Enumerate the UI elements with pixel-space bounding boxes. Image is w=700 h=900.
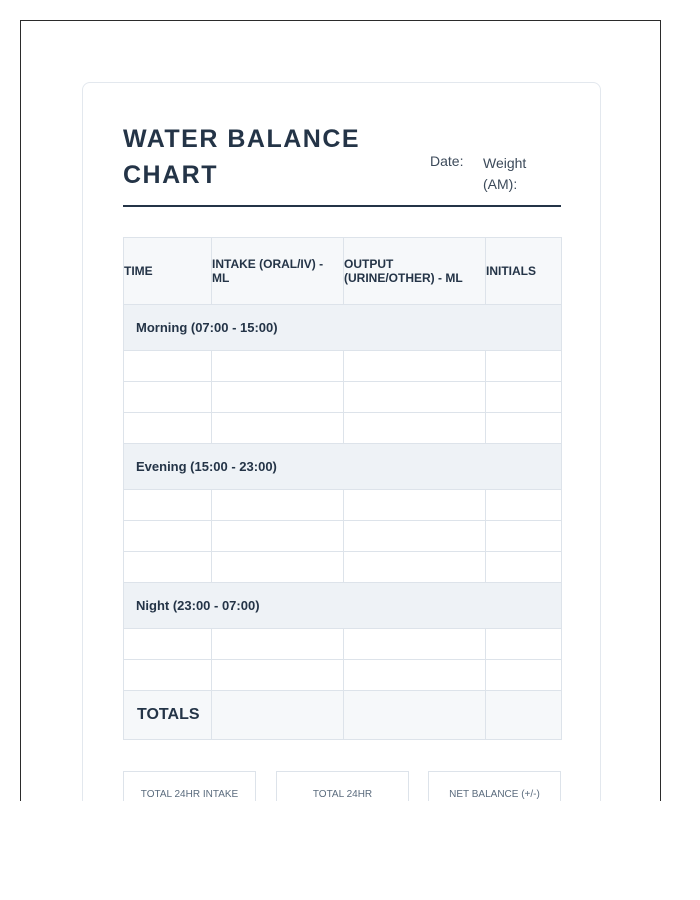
summary-box-net[interactable]	[428, 771, 561, 801]
table-cell[interactable]	[124, 552, 212, 583]
table-cell[interactable]	[124, 490, 212, 521]
table-cell[interactable]	[212, 490, 344, 521]
total-output-cell[interactable]	[344, 691, 486, 740]
summary-label-output: TOTAL 24HR	[312, 789, 373, 800]
table-row	[124, 382, 562, 413]
table-cell[interactable]	[212, 629, 344, 660]
table-cell[interactable]	[212, 660, 344, 691]
table-row	[124, 521, 562, 552]
table-cell[interactable]	[124, 521, 212, 552]
totals-row	[124, 691, 562, 740]
table-cell[interactable]	[212, 552, 344, 583]
table-row	[124, 552, 562, 583]
column-header-initials: INITIALS	[486, 238, 562, 305]
summary-box-intake[interactable]	[123, 771, 256, 801]
fluid-log-table	[123, 237, 562, 740]
totals-label: TOTALS	[124, 691, 212, 740]
table-cell[interactable]	[344, 521, 486, 552]
table-cell[interactable]	[486, 413, 562, 444]
table-cell[interactable]	[212, 382, 344, 413]
section-row-evening	[124, 444, 562, 490]
column-header-time: TIME	[124, 238, 212, 305]
chart-card	[82, 82, 601, 801]
total-intake-cell[interactable]	[212, 691, 344, 740]
table-cell[interactable]	[124, 660, 212, 691]
page-frame	[20, 20, 661, 801]
table-cell[interactable]	[212, 521, 344, 552]
table-cell[interactable]	[344, 552, 486, 583]
table-row	[124, 660, 562, 691]
page-bottom-margin	[0, 802, 700, 900]
column-header-intake: INTAKE (ORAL/IV) - ML	[212, 238, 344, 305]
table-cell[interactable]	[486, 629, 562, 660]
section-label-evening: Evening (15:00 - 23:00)	[124, 444, 562, 490]
table-cell[interactable]	[124, 382, 212, 413]
column-header-output: OUTPUT (URINE/OTHER) - ML	[344, 238, 486, 305]
table-cell[interactable]	[486, 351, 562, 382]
section-label-night: Night (23:00 - 07:00)	[124, 583, 562, 629]
header-divider	[123, 205, 561, 207]
section-label-morning: Morning (07:00 - 15:00)	[124, 305, 562, 351]
table-cell[interactable]	[486, 490, 562, 521]
table-header-row	[124, 238, 562, 305]
table-cell[interactable]	[486, 521, 562, 552]
summary-label-net: NET BALANCE (+/-)	[449, 789, 540, 800]
table-cell[interactable]	[212, 413, 344, 444]
page-title: WATER BALANCE CHART	[123, 125, 361, 189]
section-row-night	[124, 583, 562, 629]
section-row-morning	[124, 305, 562, 351]
weight-field-label: Weight (AM):	[483, 155, 527, 192]
table-cell[interactable]	[124, 413, 212, 444]
table-cell[interactable]	[486, 660, 562, 691]
table-cell[interactable]	[344, 660, 486, 691]
table-cell[interactable]	[486, 552, 562, 583]
table-row	[124, 490, 562, 521]
table-row	[124, 413, 562, 444]
table-row	[124, 629, 562, 660]
total-initials-cell[interactable]	[486, 691, 562, 740]
table-cell[interactable]	[486, 382, 562, 413]
table-cell[interactable]	[124, 351, 212, 382]
table-cell[interactable]	[344, 629, 486, 660]
table-cell[interactable]	[344, 382, 486, 413]
table-row	[124, 351, 562, 382]
table-cell[interactable]	[212, 351, 344, 382]
date-field-label: Date:	[430, 153, 464, 169]
summary-label-intake: TOTAL 24HR INTAKE	[140, 789, 239, 800]
table-cell[interactable]	[124, 629, 212, 660]
summary-box-output[interactable]	[276, 771, 409, 801]
table-cell[interactable]	[344, 490, 486, 521]
table-cell[interactable]	[344, 413, 486, 444]
table-cell[interactable]	[344, 351, 486, 382]
